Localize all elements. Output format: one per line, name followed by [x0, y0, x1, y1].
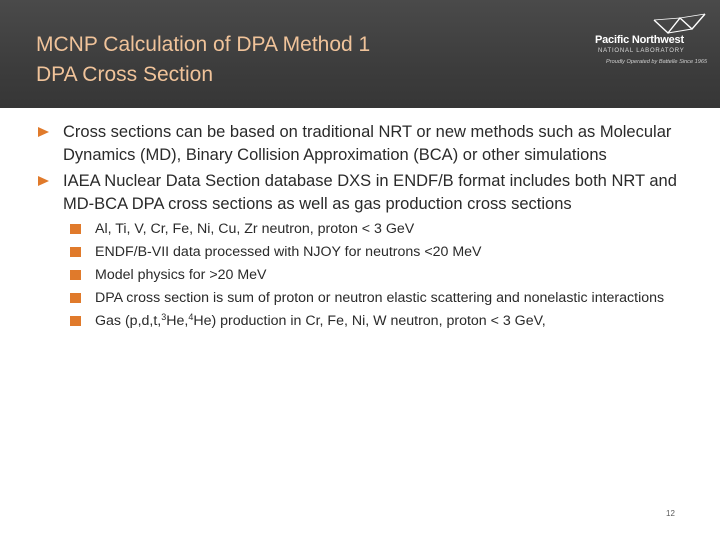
logo-subtitle: NATIONAL LABORATORY	[598, 48, 685, 54]
square-bullet-icon	[70, 247, 81, 257]
superscript-3: 3	[161, 312, 167, 322]
sub-bullet-item	[68, 219, 696, 240]
sub-bullet-item-gas	[68, 311, 696, 332]
bullet-item	[36, 170, 696, 215]
bullet-text: Cross sections can be based on traditional NRT or new methods such as Molecular Dynamics (MD), Binary Collision Approximation (BCA) or other simulations	[63, 123, 672, 164]
page-number: 12	[666, 509, 675, 518]
logo-tagline: Proudly Operated by Battelle Since 1965	[606, 59, 708, 65]
title-line-1: MCNP Calculation of DPA Method 1	[36, 33, 371, 56]
bullet-item	[36, 121, 696, 166]
sub-bullet-text: Al, Ti, V, Cr, Fe, Ni, Cu, Zr neutron, proton < 3 GeV	[95, 221, 415, 237]
sub-bullet-text: Model physics for >20 MeV	[95, 267, 267, 283]
gas-text-part-3: He) production in Cr, Fe, Ni, W neutron, proton < 3 GeV,	[193, 313, 546, 329]
sub-bullet-text: ENDF/B-VII data processed with NJOY for neutrons <20 MeV	[95, 244, 482, 260]
bullet-text: IAEA Nuclear Data Section database DXS in ENDF/B format includes both NRT and MD-BCA DPA cross sections as well as gas production cross sections	[63, 172, 677, 213]
slide-title	[36, 30, 370, 90]
sub-bullet-item	[68, 288, 696, 309]
header-bar	[0, 0, 720, 108]
triangle-bullet-icon	[38, 127, 49, 137]
square-bullet-icon	[70, 224, 81, 234]
logo-name: Pacific Northwest	[595, 34, 684, 46]
sub-bullet-item	[68, 242, 696, 263]
pnnl-logo	[592, 12, 714, 72]
square-bullet-icon	[70, 293, 81, 303]
title-line-2: DPA Cross Section	[36, 63, 214, 86]
superscript-4: 4	[188, 312, 194, 322]
slide-content	[36, 121, 696, 332]
gas-text-part-2: He,	[166, 313, 189, 329]
sub-bullet-item	[68, 265, 696, 286]
square-bullet-icon	[70, 316, 81, 326]
sub-bullet-text: DPA cross section is sum of proton or neutron elastic scattering and nonelastic interactions	[95, 290, 665, 306]
triangle-bullet-icon	[38, 176, 49, 186]
square-bullet-icon	[70, 270, 81, 280]
gas-text-part-1: Gas (p,d,t,	[95, 313, 162, 329]
